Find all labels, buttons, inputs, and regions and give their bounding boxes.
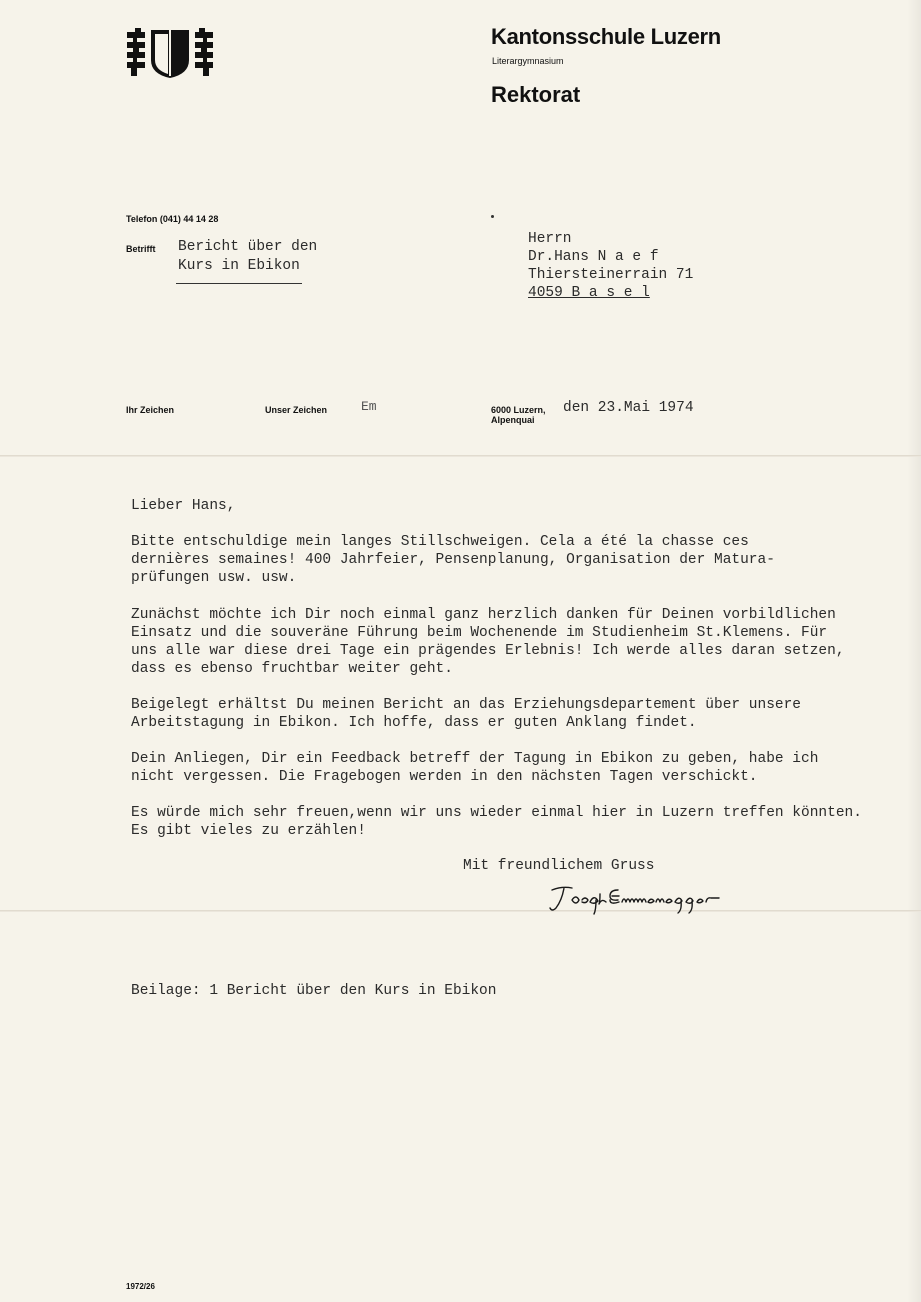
lucerne-coat-of-arms-logo: [125, 26, 215, 80]
form-code: 1972/26: [126, 1282, 155, 1291]
subject-line-2: Kurs in Ebikon: [178, 258, 300, 274]
paragraph-line: Einsatz und die souveräne Führung beim Wochenende im Studienheim St.Klemens. Für: [131, 625, 828, 641]
address-window-mark: [491, 215, 494, 218]
our-reference-label: Unser Zeichen: [265, 405, 328, 415]
paper-fold-line: [0, 910, 921, 912]
paragraph-line: nicht vergessen. Die Fragebogen werden in den nächsten Tagen verschickt.: [131, 769, 758, 785]
paragraph-line: Es würde mich sehr freuen,wenn wir uns wieder einmal hier in Luzern treffen könnten.: [131, 805, 862, 821]
paper-fold-line: [0, 455, 921, 457]
your-reference-label: Ihr Zeichen: [126, 405, 175, 415]
recipient-line-3: Thiersteinerrain 71: [528, 267, 694, 283]
enclosure-note: Beilage: 1 Bericht über den Kurs in Ebikon: [131, 983, 497, 999]
school-name: Kantonsschule Luzern: [491, 24, 721, 49]
paragraph-line: prüfungen usw. usw.: [131, 570, 297, 586]
paragraph-5: [131, 804, 862, 840]
recipient-line-2: Dr.Hans N a e f: [528, 249, 659, 265]
recipient-line-1: Herrn: [528, 231, 572, 247]
paragraph-line: Dein Anliegen, Dir ein Feedback betreff der Tagung in Ebikon zu geben, habe ich: [131, 751, 819, 767]
paragraph-line: dass es ebenso fruchtbar weiter geht.: [131, 661, 453, 677]
subject-line-1: Bericht über den: [178, 239, 318, 255]
subject-label: Betrifft: [126, 244, 156, 254]
paragraph-line: dernières semaines! 400 Jahrfeier, Pensenplanung, Organisation der Matura-: [131, 552, 775, 568]
our-reference-value: Em: [361, 399, 377, 414]
recipient-address: [528, 230, 693, 302]
letter-date: den 23.Mai 1974: [563, 400, 694, 416]
school-subtitle: Literargymnasium: [492, 56, 564, 66]
salutation: Lieber Hans,: [131, 498, 236, 514]
subject-underline: [176, 283, 302, 284]
paragraph-line: Beigelegt erhältst Du meinen Bericht an das Erziehungsdepartement über unsere: [131, 697, 802, 713]
paragraph-3: [131, 696, 801, 732]
paper-edge-shadow: [907, 0, 921, 1302]
paragraph-4: [131, 750, 818, 786]
paragraph-line: Bitte entschuldige mein langes Stillschweigen. Cela a été la chasse ces: [131, 534, 749, 550]
paragraph-line: uns alle war diese drei Tage ein prägendes Erlebnis! Ich werde alles daran setzen,: [131, 643, 845, 659]
paragraph-line: Es gibt vieles zu erzählen!: [131, 823, 366, 839]
paragraph-line: Arbeitstagung in Ebikon. Ich hoffe, dass er guten Anklang findet.: [131, 715, 697, 731]
recipient-line-4: 4059 B a s e l: [528, 285, 650, 301]
subject-text: [178, 238, 317, 276]
sender-place-line-1: 6000 Luzern,: [491, 405, 546, 415]
paragraph-line: Zunächst möchte ich Dir noch einmal ganz herzlich danken für Deinen vorbildlichen: [131, 607, 836, 623]
paragraph-1: [131, 533, 775, 587]
handwritten-signature: [548, 882, 743, 916]
department-name: Rektorat: [491, 82, 581, 107]
sender-place-line-2: Alpenquai: [491, 415, 535, 425]
closing-greeting: Mit freundlichem Gruss: [463, 858, 655, 874]
paragraph-2: [131, 606, 845, 678]
sender-place: [491, 405, 546, 425]
phone-number: Telefon (041) 44 14 28: [126, 214, 219, 224]
